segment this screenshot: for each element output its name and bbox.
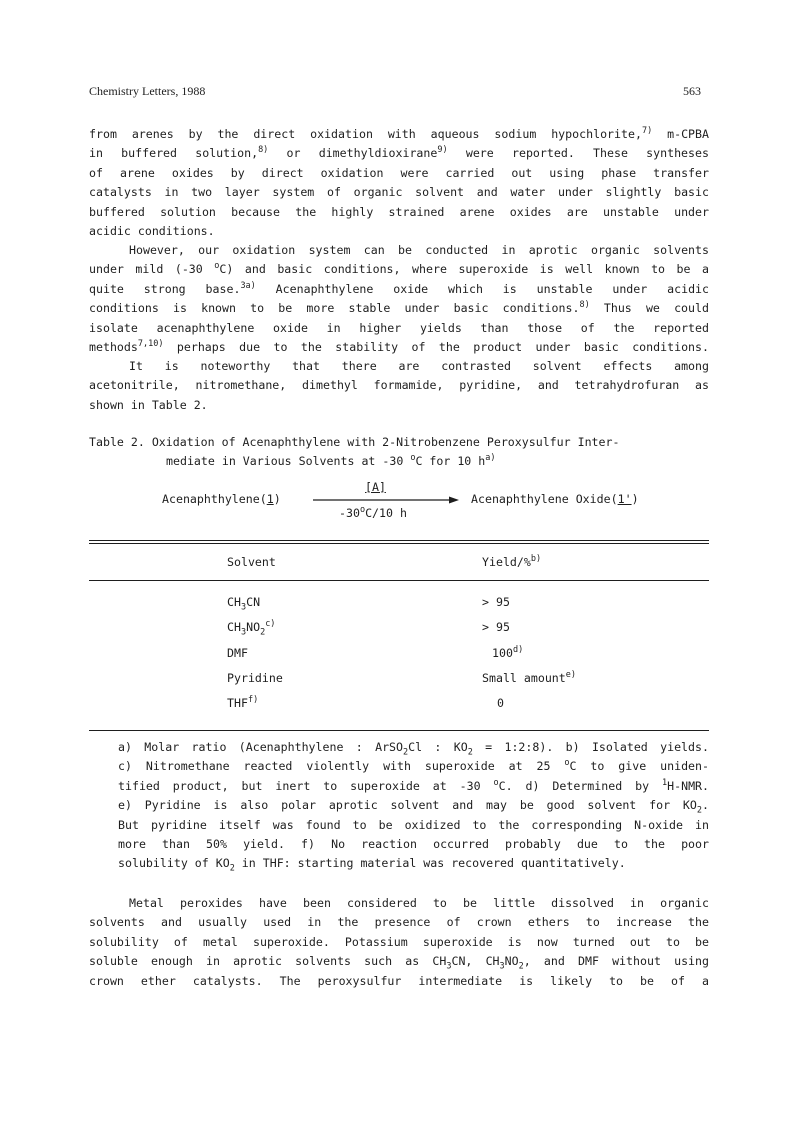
table-cell-yield: > 95 [482, 620, 510, 634]
text-line: catalysts in two layer system of organic solvent and water under slightly basic [89, 185, 709, 200]
text-line: solubility of metal superoxide. Potassium superoxide is now turned out to be [89, 934, 709, 949]
text-line: isolate acenaphthylene oxide in higher yields than those of the reported [89, 320, 709, 335]
text-line: under mild (-30 $^o$C) and basic conditions, where superoxide is well known to be a [89, 261, 709, 277]
product-label: Acenaphthylene Oxide(1') [471, 492, 639, 506]
text-line: solvents and usually used in the presence of crown ethers to increase the [89, 915, 709, 930]
table-cell-solvent: Pyridine [227, 671, 283, 685]
text-line: However, our oxidation system can be conducted in aprotic organic solvents [129, 243, 709, 257]
caption-line: mediate in Various Solvents at -30 $^o$C for 10 $h^{a)}$ [166, 453, 496, 469]
table-caption [89, 433, 709, 472]
table-cell-yield: 100$^{d)}$ [492, 645, 524, 660]
reaction-arrow [313, 494, 459, 506]
column-header-solvent: Solvent [227, 555, 276, 569]
text-line: methods$^{7,10)}$ perhaps due to the stability of the product under basic conditions. [89, 339, 709, 354]
table-cell-solvent: $CH_3CN$ [227, 595, 261, 613]
text-line: Metal peroxides have been considered to be little dissolved in organic [129, 896, 709, 910]
table-cell-solvent: $CH_3NO_2^{c)}$ [227, 619, 276, 638]
table-cell-yield: Small amount$^{e)}$ [482, 670, 577, 685]
reagent-label: [A] [365, 480, 386, 494]
table-cell-yield: 0 [497, 696, 504, 710]
condition-label: -30$^o$C/10 h [339, 505, 407, 520]
paragraph-4 [89, 894, 709, 991]
caption-line: Table 2. Oxidation of Acenaphthylene with 2-Nitrobenzene Peroxysulfur Inter- [89, 435, 620, 449]
footnote-line: tified product, but inert to superoxide at -30 $^o$C. d) Determined by $^1$H-NMR. [118, 777, 710, 793]
footnote-line: But pyridine itself was found to be oxidized to the corresponding N-oxide in [118, 817, 709, 832]
paragraph-1 [89, 125, 709, 241]
text-line: buffered solution because the highly strained arene oxides are unstable under [89, 204, 709, 219]
footnote-line: solubility of $KO_2$ in THF: starting material was recovered quantitatively. [118, 856, 626, 874]
table-footnotes [118, 738, 709, 874]
text-line: from arenes by the direct oxidation with aqueous sodium hypochlorite,$^{7)}$ m-CPBA [89, 126, 709, 141]
table-cell-solvent: THF$^{f)}$ [227, 695, 259, 710]
column-header-yield: Yield/%$^{b)}$ [482, 554, 542, 569]
paragraph-2 [89, 241, 709, 357]
reactant-label: Acenaphthylene(1) [162, 492, 281, 506]
text-line: It is noteworthy that there are contrasted solvent effects among [129, 359, 709, 373]
table-cell-solvent: DMF [227, 646, 248, 660]
paragraph-3 [89, 357, 709, 415]
text-line: quite strong base.$^{3a)}$ Acenaphthylene oxide which is unstable under acidic [89, 280, 710, 296]
text-line: shown in Table 2. [89, 397, 208, 412]
footnote-line: e) Pyridine is also polar aprotic solvent and may be good solvent for $KO_2$. [118, 798, 709, 816]
journal-header: Chemistry Letters, 1988 [89, 84, 206, 98]
text-line: acetonitrile, nitromethane, dimethyl formamide, pyridine, and tetrahydrofuran as [89, 378, 709, 393]
text-line: of arene oxides by direct oxidation were carried out using phase transfer [89, 165, 709, 180]
page-number: 563 [683, 84, 701, 98]
table-top-rule-double [89, 543, 709, 544]
table-top-rule [89, 540, 709, 541]
reaction-scheme [0, 480, 793, 524]
table-bottom-rule [89, 730, 709, 731]
text-line: in buffered solution,$^{8)}$ or dimethyldioxirane$^{9)}$ were reported. These syntheses [89, 145, 709, 161]
text-line: acidic conditions. [89, 223, 215, 238]
text-line: conditions is known to be more stable under basic conditions.$^{8)}$ Thus we could [89, 300, 709, 316]
footnote-line: c) Nitromethane reacted violently with superoxide at 25 $^o$C to give uniden- [118, 758, 709, 774]
text-line: soluble enough in aprotic solvents such as $CH_3CN$, $CH_3NO_2$, and DMF without using [89, 954, 709, 972]
footnote-line: more than 50% yield. f) No reaction occurred probably due to the poor [118, 836, 709, 851]
footnote-line: a) Molar ratio (Acenaphthylene : ArSO$_2$Cl : $KO_2$ = 1:2:8). b) Isolated yields. [118, 740, 709, 758]
table-header-rule [89, 580, 709, 581]
text-line: crown ether catalysts. The peroxysulfur intermediate is likely to be of a [89, 973, 709, 988]
table-cell-yield: > 95 [482, 595, 510, 609]
